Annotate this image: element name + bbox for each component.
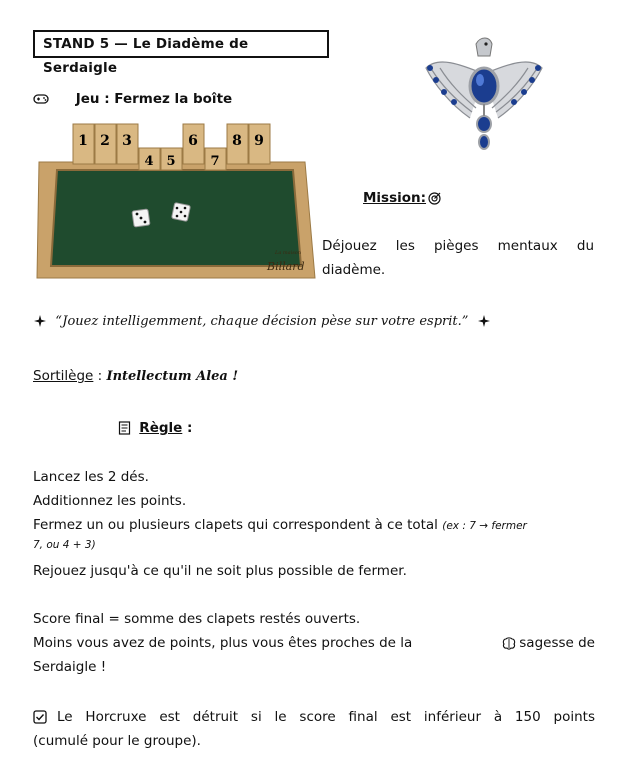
checkbox-icon (33, 710, 47, 724)
page-title: STAND 5 — Le Diadème de Serdaigle (33, 30, 329, 58)
tile-1: 1 (78, 133, 88, 149)
game-heading (33, 89, 232, 109)
rule-line-3-text: Fermez un ou plusieurs clapets qui correspondent à ce total (33, 517, 438, 533)
shut-the-box-image (35, 118, 317, 282)
quote-line (33, 311, 491, 332)
target-icon (428, 192, 441, 205)
mission-text-line1: Déjouez les pièges mentaux du (322, 238, 594, 254)
score-line-2a: Moins vous avez de points, plus vous êtes proches de la (33, 635, 413, 651)
scroll-icon (118, 421, 131, 435)
spell-name: Intellectum Alea ! (106, 369, 239, 384)
score-line-2b: sagesse de (519, 635, 595, 651)
rules-heading (118, 418, 192, 438)
rule-line-2: Additionnez les points. (33, 493, 187, 509)
mission-text-line2: diadème. (322, 262, 386, 278)
box-brand: Billard (267, 260, 305, 273)
quote-text: “Jouez intelligemment, chaque décision pèse sur votre esprit.” (55, 314, 469, 329)
horcrux-line-2: (cumulé pour le groupe). (33, 733, 201, 749)
spell-line (33, 366, 238, 387)
horcrux-line-1 (33, 707, 595, 727)
gamepad-icon (33, 93, 49, 105)
rule-line-4: Rejouez jusqu'à ce qu'il ne soit plus possible de fermer. (33, 563, 407, 579)
tile-2: 2 (100, 133, 110, 149)
rule-line-3 (33, 515, 527, 536)
spell-label: Sortilège (33, 368, 94, 384)
box-tiles (73, 124, 270, 170)
rule-line-3-note2: 7, ou 4 + 3) (33, 539, 96, 551)
tile-4: 4 (144, 154, 154, 169)
spell-separator: : (93, 368, 107, 384)
game-label: Jeu : Fermez la boîte (75, 91, 233, 107)
rules-label: Règle (139, 420, 183, 436)
score-line-1: Score final = somme des clapets restés ouverts. (33, 611, 361, 627)
rule-line-3-note: (ex : 7 → fermer (442, 520, 527, 532)
tile-9: 9 (254, 133, 264, 149)
tile-6: 6 (188, 133, 198, 149)
sparkles-icon (477, 314, 491, 328)
horcrux-text-1: Le Horcruxe est détruit si le score final est inférieur à 150 points (57, 709, 595, 725)
sparkles-icon (33, 314, 47, 328)
tile-5: 5 (166, 154, 176, 169)
rules-suffix: : (182, 420, 193, 436)
diadem-image (420, 34, 548, 158)
score-line-3: Serdaigle ! (33, 659, 107, 675)
tile-3: 3 (122, 133, 132, 149)
tile-8: 8 (232, 133, 242, 149)
score-line-2 (33, 633, 595, 653)
rule-line-1: Lancez les 2 dés. (33, 469, 149, 485)
box-brand-top: La maison (275, 250, 302, 256)
mission-label: Mission: (363, 190, 427, 206)
mission-heading (363, 188, 441, 208)
tile-7: 7 (210, 154, 220, 169)
brain-icon (502, 637, 516, 650)
